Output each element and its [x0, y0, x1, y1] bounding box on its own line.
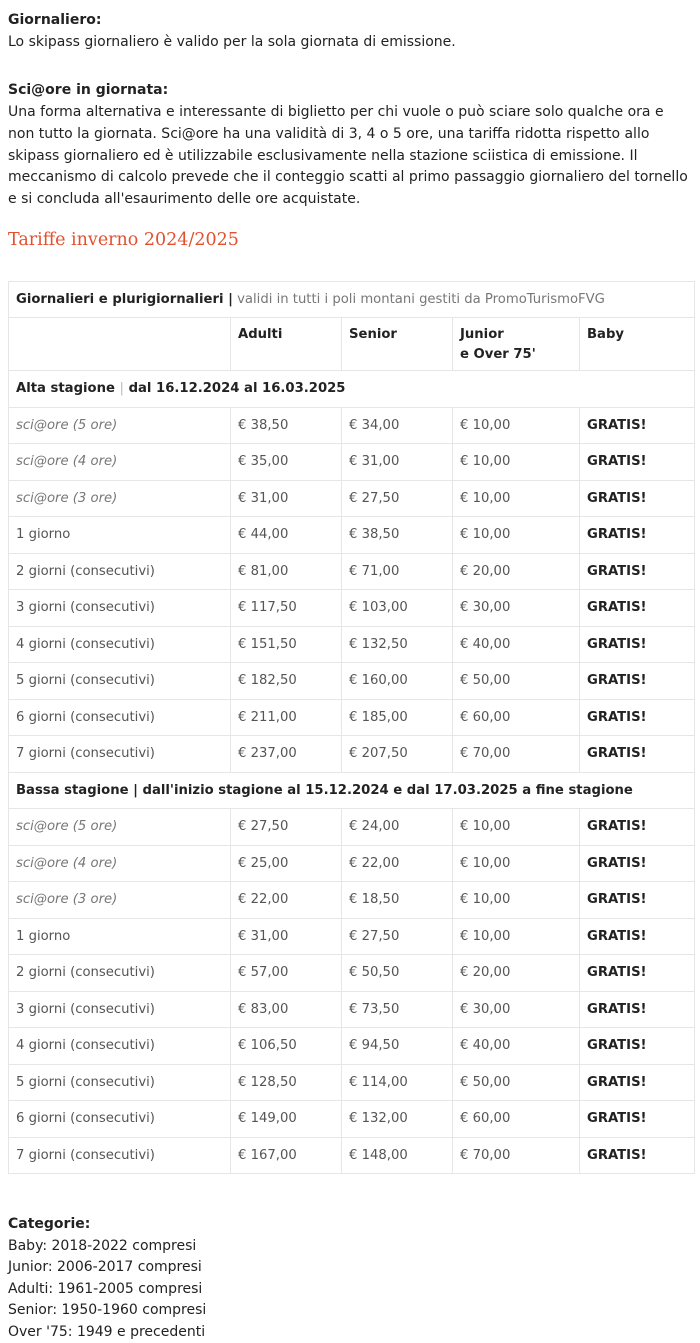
table-row: [9, 626, 695, 663]
cell-junior: € 50,00: [453, 1064, 580, 1101]
cell-adulti: € 35,00: [231, 444, 342, 481]
cell-name: 1 giorno: [9, 918, 231, 955]
table-row: [9, 809, 695, 846]
alta-stagione-row: [9, 371, 695, 408]
cell-baby: GRATIS!: [580, 882, 695, 919]
cell-adulti: € 167,00: [231, 1137, 342, 1174]
header-baby: Baby: [580, 318, 695, 371]
cell-adulti: € 117,50: [231, 590, 342, 627]
cell-junior: € 60,00: [453, 1101, 580, 1138]
categoria-item: Baby: 2018-2022 compresi: [8, 1237, 197, 1254]
cell-senior: € 22,00: [342, 845, 453, 882]
caption-bold: Giornalieri e plurigiornalieri |: [16, 291, 233, 307]
cell-junior: € 40,00: [453, 626, 580, 663]
cell-baby: GRATIS!: [580, 1101, 695, 1138]
table-row: [9, 1101, 695, 1138]
cell-baby: GRATIS!: [580, 809, 695, 846]
cell-name: sci@ore (3 ore): [9, 882, 231, 919]
categoria-item: Senior: 1950-1960 compresi: [8, 1302, 207, 1319]
cell-adulti: € 31,00: [231, 918, 342, 955]
table-row: [9, 991, 695, 1028]
cell-baby: GRATIS!: [580, 480, 695, 517]
cell-adulti: € 151,50: [231, 626, 342, 663]
table-row: [9, 517, 695, 554]
table-row: [9, 480, 695, 517]
cell-name: 5 giorni (consecutivi): [9, 663, 231, 700]
alta-label-b: dal 16.12.2024 al 16.03.2025: [123, 381, 346, 397]
giornaliero-section: [8, 10, 693, 53]
rates-table: [8, 281, 695, 1175]
categoria-item: Junior: 2006-2017 compresi: [8, 1259, 202, 1276]
bassa-stagione-label: Bassa stagione | dall'inizio stagione al 15.12.2024 e dal 17.03.2025 a fine stagione: [9, 772, 695, 809]
cell-adulti: € 211,00: [231, 699, 342, 736]
cell-name: sci@ore (5 ore): [9, 407, 231, 444]
cell-senior: € 18,50: [342, 882, 453, 919]
categorie-list: [8, 1236, 693, 1343]
cell-baby: GRATIS!: [580, 663, 695, 700]
cell-name: sci@ore (5 ore): [9, 809, 231, 846]
caption-light: validi in tutti i poli montani gestiti da PromoTurismoFVG: [232, 291, 605, 307]
cell-baby: GRATIS!: [580, 517, 695, 554]
cell-senior: € 103,00: [342, 590, 453, 627]
cell-baby: GRATIS!: [580, 407, 695, 444]
table-row: [9, 918, 695, 955]
cell-baby: GRATIS!: [580, 444, 695, 481]
cell-senior: € 73,50: [342, 991, 453, 1028]
cell-senior: € 71,00: [342, 553, 453, 590]
cell-senior: € 94,50: [342, 1028, 453, 1065]
cell-junior: € 10,00: [453, 809, 580, 846]
alta-stagione-label: [9, 371, 695, 408]
cell-senior: € 27,50: [342, 480, 453, 517]
cell-baby: GRATIS!: [580, 590, 695, 627]
header-junior: [453, 318, 580, 371]
cell-junior: € 20,00: [453, 955, 580, 992]
cell-name: 5 giorni (consecutivi): [9, 1064, 231, 1101]
cell-junior: € 40,00: [453, 1028, 580, 1065]
cell-junior: € 10,00: [453, 517, 580, 554]
cell-senior: € 148,00: [342, 1137, 453, 1174]
cell-name: sci@ore (3 ore): [9, 480, 231, 517]
cell-baby: GRATIS!: [580, 955, 695, 992]
cell-baby: GRATIS!: [580, 553, 695, 590]
cell-baby: GRATIS!: [580, 991, 695, 1028]
cell-name: 1 giorno: [9, 517, 231, 554]
cell-name: sci@ore (4 ore): [9, 444, 231, 481]
table-row: [9, 882, 695, 919]
table-row: [9, 407, 695, 444]
table-row: [9, 553, 695, 590]
table-caption-row: [9, 281, 695, 318]
cell-adulti: € 31,00: [231, 480, 342, 517]
cell-senior: € 24,00: [342, 809, 453, 846]
table-row: [9, 1028, 695, 1065]
cell-senior: € 27,50: [342, 918, 453, 955]
table-row: [9, 663, 695, 700]
tariffe-heading: Tariffe inverno 2024/2025: [8, 229, 239, 250]
cell-adulti: € 38,50: [231, 407, 342, 444]
cell-senior: € 185,00: [342, 699, 453, 736]
header-junior-line2: e Over 75': [460, 347, 536, 363]
cell-junior: € 70,00: [453, 736, 580, 773]
table-row: [9, 590, 695, 627]
cell-adulti: € 83,00: [231, 991, 342, 1028]
cell-name: 3 giorni (consecutivi): [9, 590, 231, 627]
cell-junior: € 30,00: [453, 991, 580, 1028]
cell-junior: € 10,00: [453, 480, 580, 517]
cell-senior: € 132,50: [342, 626, 453, 663]
cell-junior: € 10,00: [453, 882, 580, 919]
giornaliero-title: Giornaliero:: [8, 12, 102, 28]
cell-baby: GRATIS!: [580, 1064, 695, 1101]
cell-junior: € 10,00: [453, 918, 580, 955]
cell-senior: € 132,00: [342, 1101, 453, 1138]
categorie-title: Categorie:: [8, 1216, 91, 1233]
cell-junior: € 30,00: [453, 590, 580, 627]
categorie-section: [8, 1214, 693, 1343]
table-row: [9, 736, 695, 773]
cell-adulti: € 81,00: [231, 553, 342, 590]
header-junior-line1: Junior: [460, 327, 504, 343]
cell-adulti: € 57,00: [231, 955, 342, 992]
cell-baby: GRATIS!: [580, 918, 695, 955]
cell-name: sci@ore (4 ore): [9, 845, 231, 882]
cell-adulti: € 27,50: [231, 809, 342, 846]
header-adulti: Adulti: [231, 318, 342, 371]
cell-baby: GRATIS!: [580, 1137, 695, 1174]
table-caption: [9, 281, 695, 318]
table-row: [9, 955, 695, 992]
cell-baby: GRATIS!: [580, 626, 695, 663]
bassa-stagione-row: [9, 772, 695, 809]
cell-adulti: € 237,00: [231, 736, 342, 773]
cell-junior: € 70,00: [453, 1137, 580, 1174]
categoria-item: Over '75: 1949 e precedenti: [8, 1323, 206, 1340]
sciore-title: Sci@ore in giornata:: [8, 82, 169, 99]
alta-label-pipe: |: [119, 381, 124, 397]
cell-senior: € 34,00: [342, 407, 453, 444]
cell-baby: GRATIS!: [580, 699, 695, 736]
cell-senior: € 38,50: [342, 517, 453, 554]
cell-junior: € 50,00: [453, 663, 580, 700]
cell-junior: € 60,00: [453, 699, 580, 736]
cell-name: 3 giorni (consecutivi): [9, 991, 231, 1028]
cell-adulti: € 128,50: [231, 1064, 342, 1101]
cell-name: 4 giorni (consecutivi): [9, 1028, 231, 1065]
table-header-row: [9, 318, 695, 371]
cell-name: 2 giorni (consecutivi): [9, 955, 231, 992]
table-row: [9, 444, 695, 481]
cell-adulti: € 44,00: [231, 517, 342, 554]
cell-adulti: € 149,00: [231, 1101, 342, 1138]
header-empty: [9, 318, 231, 371]
cell-junior: € 20,00: [453, 553, 580, 590]
cell-name: 6 giorni (consecutivi): [9, 1101, 231, 1138]
cell-adulti: € 25,00: [231, 845, 342, 882]
cell-name: 7 giorni (consecutivi): [9, 1137, 231, 1174]
cell-senior: € 207,50: [342, 736, 453, 773]
cell-name: 7 giorni (consecutivi): [9, 736, 231, 773]
cell-adulti: € 22,00: [231, 882, 342, 919]
cell-junior: € 10,00: [453, 407, 580, 444]
cell-senior: € 160,00: [342, 663, 453, 700]
cell-senior: € 50,50: [342, 955, 453, 992]
cell-junior: € 10,00: [453, 845, 580, 882]
cell-adulti: € 106,50: [231, 1028, 342, 1065]
cell-adulti: € 182,50: [231, 663, 342, 700]
cell-junior: € 10,00: [453, 444, 580, 481]
sciore-section: [8, 80, 693, 210]
table-row: [9, 699, 695, 736]
alta-label-a: Alta stagione: [16, 381, 120, 397]
cell-baby: GRATIS!: [580, 736, 695, 773]
cell-senior: € 114,00: [342, 1064, 453, 1101]
categoria-item: Adulti: 1961-2005 compresi: [8, 1280, 203, 1297]
cell-senior: € 31,00: [342, 444, 453, 481]
cell-name: 6 giorni (consecutivi): [9, 699, 231, 736]
cell-name: 4 giorni (consecutivi): [9, 626, 231, 663]
cell-baby: GRATIS!: [580, 845, 695, 882]
table-row: [9, 1137, 695, 1174]
sciore-text: Una forma alternativa e interessante di biglietto per chi vuole o può sciare solo qualche ora e non tutto la giornata. Sci@ore ha una validità di 3, 4 o 5 ore, una tariffa ridotta rispetto allo skipass giornaliero ed è utilizzabile esclusivamente nella stazione sciistica di emissione. Il meccanismo di calcolo prevede che il conteggio scatti al primo passaggio giornaliero del tornello e si concluda all'esaurimento delle ore acquistate.: [8, 104, 688, 207]
table-row: [9, 1064, 695, 1101]
table-row: [9, 845, 695, 882]
cell-name: 2 giorni (consecutivi): [9, 553, 231, 590]
cell-baby: GRATIS!: [580, 1028, 695, 1065]
giornaliero-text: Lo skipass giornaliero è valido per la sola giornata di emissione.: [8, 33, 456, 50]
header-senior: Senior: [342, 318, 453, 371]
